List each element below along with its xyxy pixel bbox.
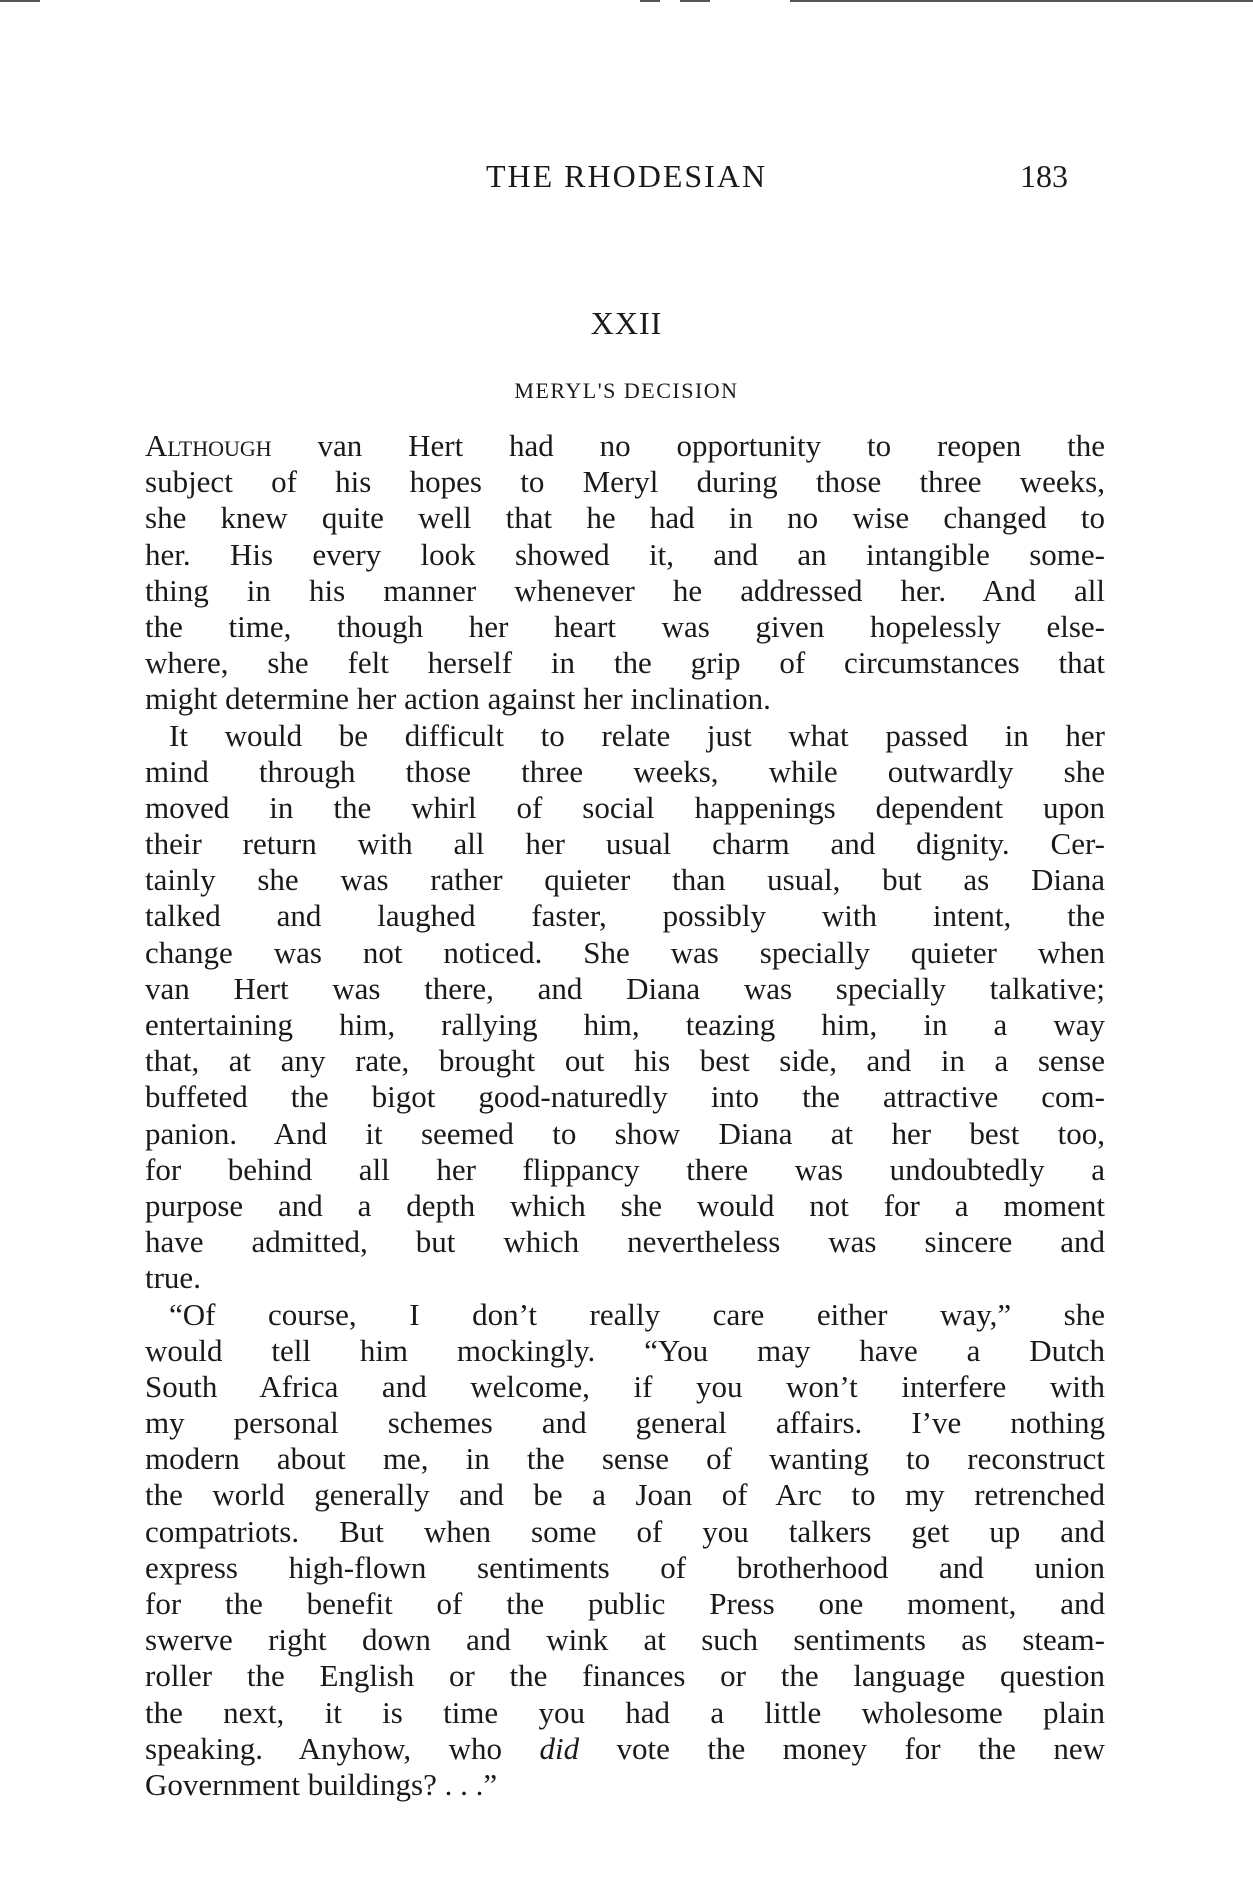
italic-emphasis: did bbox=[539, 1730, 580, 1766]
line-text: van Hert had no opportunity to reopen the bbox=[271, 428, 1105, 463]
text-line: It would be difficult to relate just what passed in her bbox=[169, 717, 1105, 753]
line-text: speaking. Anyhow, who bbox=[145, 1730, 540, 1766]
text-line: swerve right down and wink at such sentiments as steam- bbox=[145, 1622, 1105, 1658]
text-line bbox=[145, 428, 1105, 464]
text-line: the next, it is time you had a little wholesome plain bbox=[145, 1694, 1105, 1730]
text-line: change was not noticed. She was specially quieter when bbox=[145, 934, 1105, 970]
running-header-title: THE RHODESIAN bbox=[485, 158, 768, 194]
text-line: where, she felt herself in the grip of circumstances that bbox=[145, 645, 1105, 681]
text-line: that, at any rate, brought out his best side, and in a sense bbox=[145, 1043, 1105, 1079]
text-line: purpose and a depth which she would not for a moment bbox=[145, 1187, 1105, 1223]
text-line bbox=[145, 1731, 1105, 1767]
chapter-number: XXII bbox=[590, 305, 663, 341]
text-line: buffeted the bigot good-naturedly into the attractive com- bbox=[145, 1079, 1105, 1115]
text-line: have admitted, but which nevertheless was sincere and bbox=[145, 1224, 1105, 1260]
text-line: subject of his hopes to Meryl during those three weeks, bbox=[145, 464, 1105, 500]
text-line: would tell him mockingly. “You may have a Dutch bbox=[145, 1332, 1105, 1368]
scan-edge-line bbox=[0, 0, 1253, 4]
text-line: panion. And it seemed to show Diana at her best too, bbox=[145, 1115, 1105, 1151]
text-line: her. His every look showed it, and an intangible some- bbox=[145, 536, 1105, 572]
text-line: true. bbox=[145, 1260, 201, 1296]
text-line: for the benefit of the public Press one moment, and bbox=[145, 1586, 1105, 1621]
small-caps-opening: Although bbox=[145, 428, 272, 463]
text-line: my personal schemes and general affairs. I’ve nothing bbox=[145, 1405, 1105, 1441]
text-line: modern about me, in the sense of wanting to reconstruct bbox=[145, 1441, 1105, 1477]
text-line: their return with all her usual charm and dignity. Cer- bbox=[145, 826, 1105, 862]
page-number: 183 bbox=[1020, 158, 1068, 194]
text-line: might determine her action against her inclination. bbox=[145, 681, 771, 717]
text-line: Government buildings? . . .” bbox=[145, 1766, 498, 1802]
text-line: mind through those three weeks, while outwardly she bbox=[145, 753, 1105, 789]
text-line: express high-flown sentiments of brotherhood and union bbox=[145, 1549, 1105, 1585]
text-line: tainly she was rather quieter than usual, but as Diana bbox=[145, 862, 1105, 898]
text-line: compatriots. But when some of you talkers get up and bbox=[145, 1513, 1105, 1549]
text-line: South Africa and welcome, if you won’t interfere with bbox=[145, 1368, 1105, 1404]
text-line: entertaining him, rallying him, teazing him, in a way bbox=[145, 1007, 1105, 1042]
text-line: she knew quite well that he had in no wise changed to bbox=[145, 500, 1105, 536]
text-line: moved in the whirl of social happenings dependent upon bbox=[145, 789, 1105, 825]
line-text: vote the money for the new bbox=[579, 1730, 1105, 1766]
text-line: “Of course, I don’t really care either way,” she bbox=[169, 1296, 1105, 1332]
body-text bbox=[145, 428, 1105, 1803]
chapter-title: MERYL'S DECISION bbox=[514, 378, 739, 403]
text-line: thing in his manner whenever he addressed her. And all bbox=[145, 572, 1105, 608]
text-line: talked and laughed faster, possibly with intent, the bbox=[145, 898, 1105, 934]
text-line: roller the English or the finances or the language question bbox=[145, 1658, 1105, 1694]
text-line: for behind all her flippancy there was undoubtedly a bbox=[145, 1151, 1105, 1187]
text-line: the world generally and be a Joan of Arc to my retrenched bbox=[145, 1477, 1105, 1513]
text-line: the time, though her heart was given hopelessly else- bbox=[145, 608, 1105, 644]
text-line: van Hert was there, and Diana was specially talkative; bbox=[145, 970, 1105, 1006]
